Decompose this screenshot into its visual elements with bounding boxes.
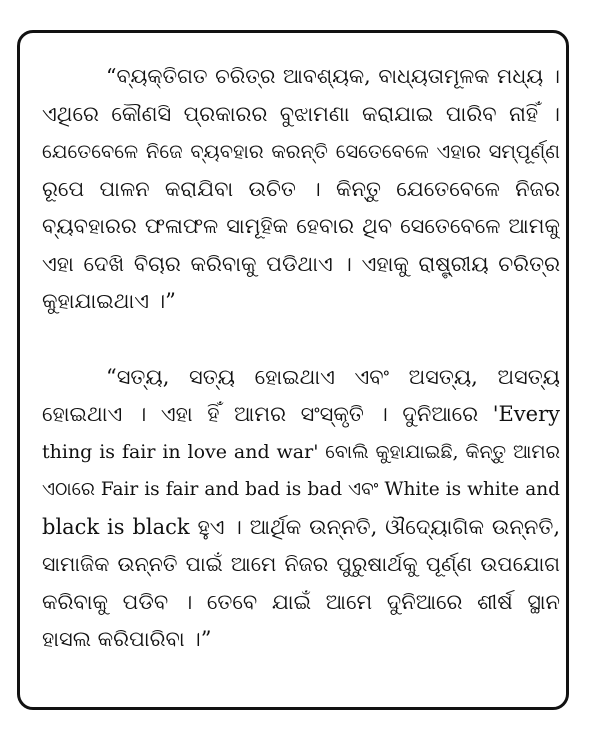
text-line: କରିବାକୁ ପଡିବ । ତେବେ ଯାଇଁ ଆମେ ଦୁନିଆରେ ଶୀର୍ଷ ସ୍ଥାନ	[42, 589, 560, 614]
text-line: “ସତ୍ୟ, ସତ୍ୟ ହୋଇଥାଏ ଏବଂ ଅସତ୍ୟ, ଅସତ୍ୟ	[106, 364, 560, 389]
text-line: ବ୍ୟବହାରର ଫଳାଫଳ ସାମୂହିକ ହେବାର ଥିବ ସେତେବେଳେ ଆମକୁ	[42, 214, 560, 238]
text-line: thing is fair in love and war' ବୋଲି କୁହାଯାଇଛି, କିନ୍ତୁ ଆମର	[42, 440, 560, 463]
quote-box-content	[42, 58, 560, 659]
text-line: ଯେତେବେଳେ ନିଜେ ବ୍ୟବହାର କରନ୍ତି ସେତେବେଳେ ଏହାର ସମ୍ପୂର୍ଣ୍ଣ	[42, 140, 560, 163]
text-line: କୁହାଯାଇଥାଏ ।”	[42, 289, 176, 313]
text-line: black is black ହୁଏ । ଆର୍ଥିକ ଉନ୍ନତି, ଔଦ୍ୟୋଗିକ ଉନ୍ନତି,	[42, 514, 560, 539]
text-line: ସାମାଜିକ ଉନ୍ନତି ପାଇଁ ଆମେ ନିଜର ପୁରୁଷାର୍ଥକୁ ପୂର୍ଣ୍ଣ ଉପଯୋଗ	[42, 552, 560, 576]
paragraph-spacer	[42, 321, 560, 359]
text-line: ହାସଲ କରିପାରିବା ।”	[42, 627, 212, 651]
text-line: ଏଠାରେ Fair is fair and bad is bad ଏବଂ White is white and	[42, 479, 560, 500]
quote-paragraph-2	[42, 359, 560, 659]
quote-paragraph-1	[42, 58, 560, 321]
text-line: ଏହା ଦେଖି ବିଚାର କରିବାକୁ ପଡିଥାଏ । ଏହାକୁ ରାଷ୍ଟ୍ରୀୟ ଚରିତ୍ର	[42, 251, 560, 276]
text-line: ରୂପେ ପାଳନ କରାଯିବା ଉଚିତ । କିନ୍ତୁ ଯେତେବେଳେ ନିଜର	[42, 176, 560, 201]
text-line: “ବ୍ୟକ୍ତିଗତ ଚରିତ୍ର ଆବଶ୍ୟକ, ବାଧ୍ୟତାମୂଳକ ମଧ୍ୟ ।	[106, 64, 560, 88]
text-line: ଏଥିରେ କୌଣସି ପ୍ରକାରର ବୁଝାମଣା କରାଯାଇ ପାରିବ ନାହିଁ ।	[42, 101, 560, 126]
text-line: ହୋଇଥାଏ । ଏହା ହିଁ ଆମର ସଂସ୍କୃତି । ଦୁନିଆରେ 'Every	[42, 402, 560, 426]
